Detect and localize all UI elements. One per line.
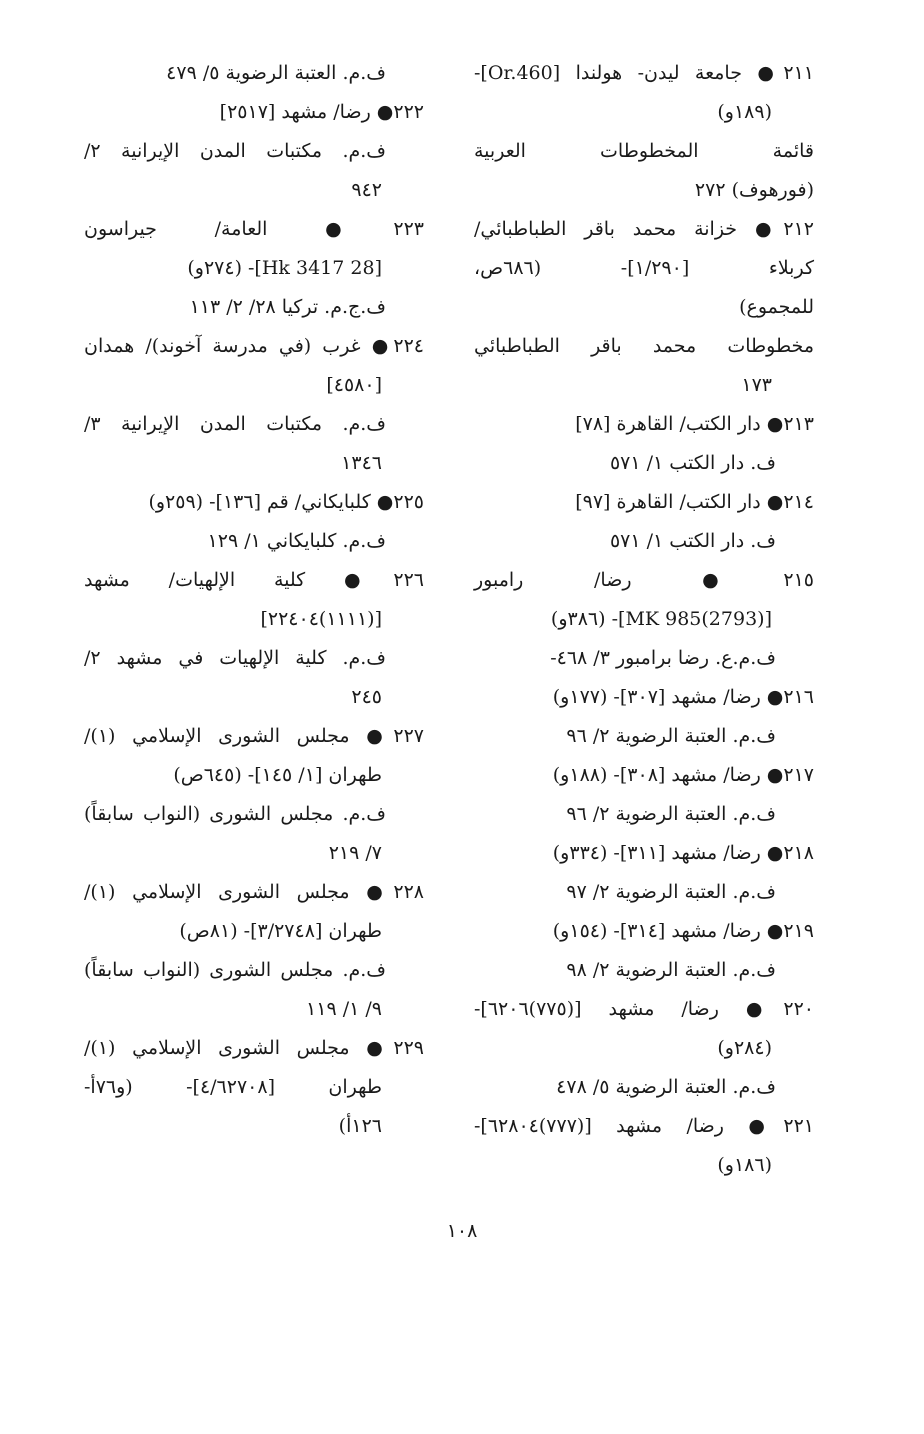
entry-line: ف.م. العتبة الرضوية ٢/ ٩٨ — [566, 959, 776, 981]
entry-line: ١٢٦أ) — [338, 1115, 382, 1137]
entry-line: ٢٢٤● غرب (في مدرسة آخوند)/ همدان — [84, 335, 424, 357]
entry-line: ٢٢٠● رضا/ مشهد [(٧٧٥)٦٢٠٦]- — [474, 998, 814, 1020]
entry-line: ف.ج.م. تركيا ٢٨/ ٢/ ١١٣ — [189, 296, 386, 318]
entry-line: [(١١١١)٢٢٤٠٤] — [260, 608, 382, 630]
entry-line: ٢٢٩● مجلس الشورى الإسلامي (١)/ — [84, 1037, 424, 1059]
entry-line: ٢٢٦● كلية الإلهيات/ مشهد — [84, 569, 424, 591]
entry-line: ف.م. مجلس الشورى (النواب سابقاً) — [84, 959, 386, 981]
entry-line: طهران [٤/٦٢٧٠٨]- (و٧٦أ- — [84, 1076, 382, 1098]
entry-line: ٢١٣● دار الكتب/ القاهرة [٧٨] — [575, 413, 814, 435]
entry-line: ف.م. مجلس الشورى (النواب سابقاً) — [84, 803, 386, 825]
entry-line: ٢١٨● رضا/ مشهد [٣١١]- (٣٣٤و) — [552, 842, 814, 864]
entry-line: (١٨٦و) — [717, 1154, 772, 1176]
entry-line: ف. دار الكتب ١/ ٥٧١ — [609, 452, 776, 474]
entry-line: ف.م. العتبة الرضوية ٥/ ٤٧٩ — [166, 62, 386, 84]
entry-line: ٩٤٢ — [351, 179, 382, 201]
entry-line: [٤٥٨٠] — [326, 374, 382, 396]
entry-line: ف. دار الكتب ١/ ٥٧١ — [609, 530, 776, 552]
entry-line: ف.م. كلية الإلهيات في مشهد ٢/ — [84, 647, 386, 669]
entry-line: ف.م. العتبة الرضوية ٥/ ٤٧٨ — [556, 1076, 776, 1098]
entry-line: ٢٢٧● مجلس الشورى الإسلامي (١)/ — [84, 725, 424, 747]
entry-line: ٢١٧● رضا/ مشهد [٣٠٨]- (١٨٨و) — [552, 764, 814, 786]
entry-line: ٢١٢● خزانة محمد باقر الطباطبائي/ — [474, 218, 814, 240]
entry-line: ١٣٤٦ — [341, 452, 382, 474]
entry-line: [28 Hk 3417]- (٢٧٤و) — [187, 257, 382, 279]
page-number: ١٠٨ — [446, 1220, 478, 1242]
entry-line: ٢١٤● دار الكتب/ القاهرة [٩٧] — [575, 491, 814, 513]
entry-line: ٢٢٢● رضا/ مشهد [٢٥١٧] — [219, 101, 424, 123]
entry-line: كربلاء [١/٢٩٠]- (٦٨٦ص، — [474, 257, 814, 279]
entry-line: ف.م. كلبايكاني ١/ ١٢٩ — [207, 530, 386, 552]
entry-line: ٢١٦● رضا/ مشهد [٣٠٧]- (١٧٧و) — [552, 686, 814, 708]
entry-line: ٢٢٥● كلبايكاني/ قم [١٣٦]- (٢٥٩و) — [148, 491, 424, 513]
entry-line: قائمة المخطوطات العربية — [474, 140, 814, 162]
entry-line: ٢١١● جامعة ليدن- هولندا [Or.460]- — [474, 62, 814, 84]
entry-line: [MK 985(2793)]- (٣٨٦و) — [550, 608, 772, 630]
entry-line: مخطوطات محمد باقر الطباطبائي — [474, 335, 814, 357]
entry-line: ٧/ ٢١٩ — [328, 842, 382, 864]
entry-line: (٢٨٤و) — [717, 1037, 772, 1059]
entry-line: ١٧٣ — [741, 374, 772, 396]
entry-line: طهران [٣/٢٧٤٨]- (٨١ص) — [179, 920, 382, 942]
entry-line: ف.م. مكتبات المدن الإيرانية ٣/ — [84, 413, 386, 435]
right-column — [474, 54, 814, 1185]
entry-line: طهران [١/ ١٤٥]- (٦٤٥ص) — [173, 764, 382, 786]
entry-line: ٢٢٣● العامة/ جيراسون — [84, 218, 424, 240]
entry-line: (فورهوف) ٢٧٢ — [694, 179, 814, 201]
entry-line: ف.م. مكتبات المدن الإيرانية ٢/ — [84, 140, 386, 162]
entry-line: ٩/ ١/ ١١٩ — [306, 998, 382, 1020]
left-column — [84, 54, 424, 1146]
entry-line: ٢١٥● رضا/ رامبور — [474, 569, 814, 591]
entry-line: ف.م. العتبة الرضوية ٢/ ٩٦ — [566, 725, 776, 747]
entry-line: للمجموع) — [739, 296, 814, 318]
entry-line: ٢٤٥ — [351, 686, 382, 708]
entry-line: ف.م.ع. رضا برامبور ٣/ ٤٦٨- — [550, 647, 776, 669]
entry-line: ف.م. العتبة الرضوية ٢/ ٩٧ — [566, 881, 776, 903]
entry-line: (١٨٩و) — [717, 101, 772, 123]
entry-line: ٢٢١● رضا/ مشهد [(٧٧٧)٦٢٨٠٤]- — [474, 1115, 814, 1137]
entry-line: ٢١٩● رضا/ مشهد [٣١٤]- (١٥٤و) — [552, 920, 814, 942]
entry-line: ٢٢٨● مجلس الشورى الإسلامي (١)/ — [84, 881, 424, 903]
entry-line: ف.م. العتبة الرضوية ٢/ ٩٦ — [566, 803, 776, 825]
